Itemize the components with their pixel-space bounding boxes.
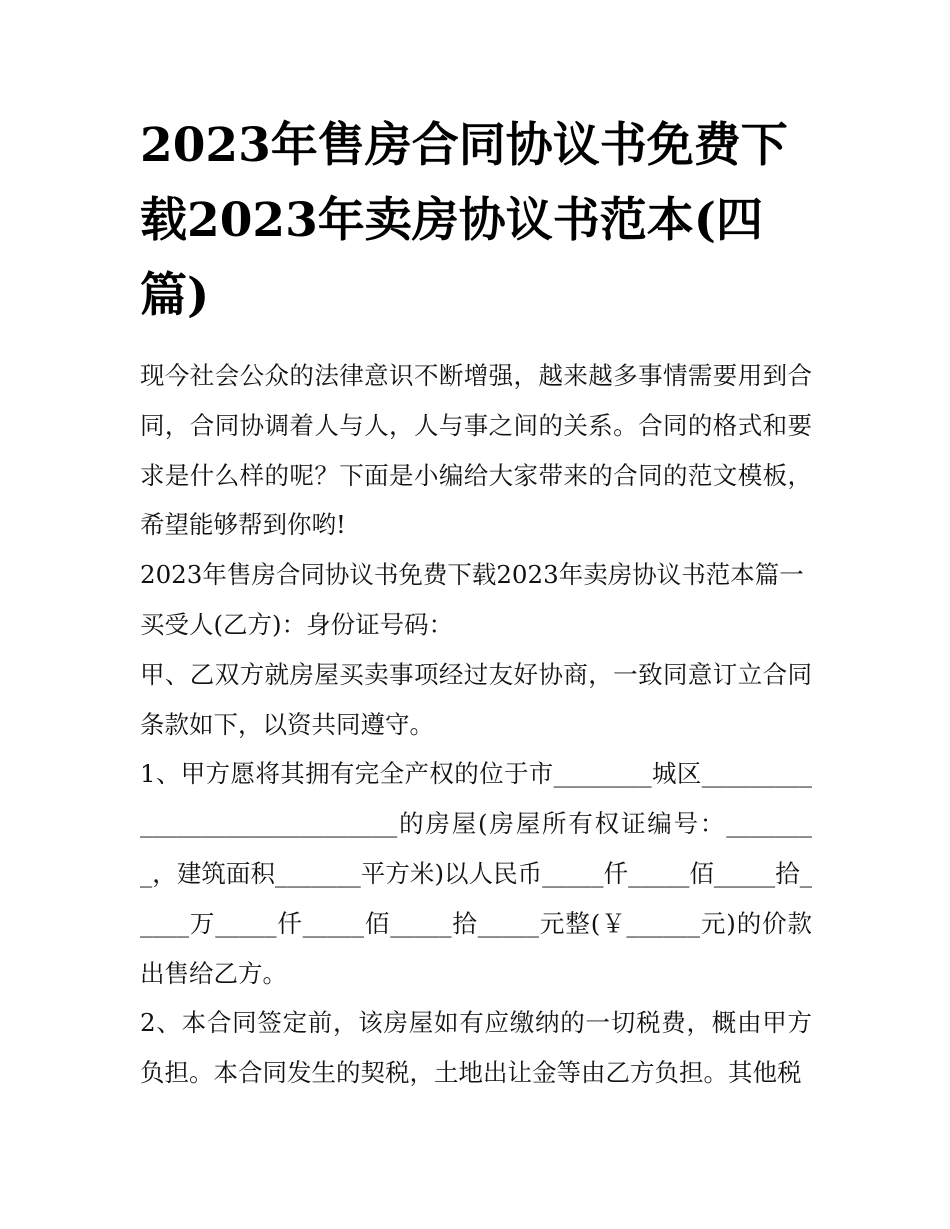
intro-paragraph: 现今社会公众的法律意识不断增强，越来越多事情需要用到合同，合同协调着人与人，人与事之间的关系。合同的格式和要求是什么样的呢？下面是小编给大家带来的合同的范文模板，希望能够帮到你哟! bbox=[140, 361, 812, 540]
buyer-line: 买受人(乙方)：身份证号码： bbox=[140, 609, 454, 639]
document-body bbox=[140, 351, 812, 1098]
clause-1: 1、甲方愿将其拥有完全产权的位于市________城区______________________________的房屋(房屋所有权证编号：________，建筑面积_______平方米)以人民币_____仟_____佰_____拾_____万_____仟_____佰_____拾_____元整(￥______元)的价款出售给乙方。 bbox=[140, 759, 812, 988]
agreement-paragraph: 甲、乙双方就房屋买卖事项经过友好协商，一致同意订立合同条款如下，以资共同遵守。 bbox=[140, 659, 812, 739]
document-page bbox=[140, 108, 812, 1098]
document-title: 2023年售房合同协议书免费下载2023年卖房协议书范本(四篇) bbox=[140, 118, 788, 323]
section-heading: 2023年售房合同协议书免费下载2023年卖房协议书范本篇一 bbox=[140, 560, 804, 590]
clause-2: 2、本合同签定前，该房屋如有应缴纳的一切税费，概由甲方负担。本合同发生的契税，土地出让金等由乙方负担。其他税 bbox=[140, 1008, 812, 1088]
